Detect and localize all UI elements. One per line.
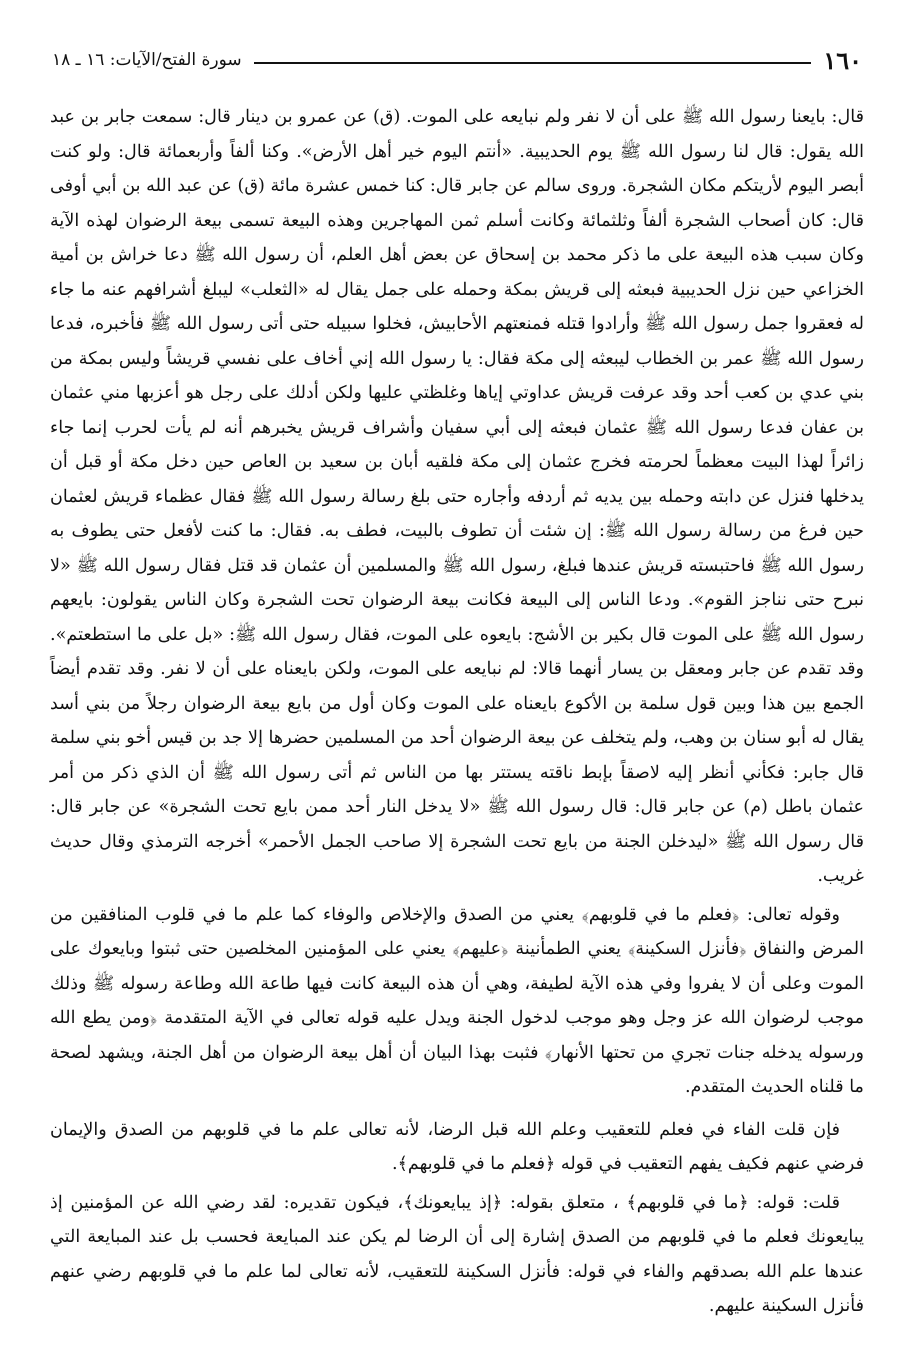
page-header <box>52 40 862 80</box>
paragraph-tafsir: وقوله تعالى: ﴿فعلم ما في قلوبهم﴾ يعني من الصدق والإخلاص والوفاء كما علم ما في قلوب المنافقين من المرض والنفاق ﴿فأنزل السكينة﴾ يعني الطمأنينة ﴿عليهم﴾ يعني على المؤمنين المخلصين حتى ثبتوا وبايعوك على الموت وعلى أن لا يفروا وفي هذه الآية لطيفة، وهي أن هذه البيعة كانت فيها طاعة الله وطاعة رسوله ﷺ وذلك موجب لرضوان الله عز وجل وهو موجب لدخول الجنة ويدل عليه قوله تعالى في الآية المتقدمة ﴿ومن يطع الله ورسوله يدخله جنات تجري من تحتها الأنهار﴾ فثبت بهذا البيان أن أهل بيعة الرضوان من أهل الجنة، ويشهد لصحة ما قلناه الحديث المتقدم. <box>50 904 864 1097</box>
running-title: سورة الفتح/الآيات: ١٦ ـ ١٨ <box>52 50 242 70</box>
body-text <box>50 100 864 1341</box>
paragraph-question: فإن قلت الفاء في فعلم للتعقيب وعلم الله قبل الرضا، لأنه تعالى علم ما في قلوبهم من الصدق والإيمان فرضي عنهم فكيف يفهم التعقيب في قوله ﴿فعلم ما في قلوبهم﴾. <box>50 1119 864 1174</box>
page-number: ١٦٠ <box>823 45 862 75</box>
paragraph-answer: قلت: قوله: ﴿ما في قلوبهم﴾ ، متعلق بقوله: ﴿إذ يبايعونك﴾، فيكون تقديره: لقد رضي الله عن المؤمنين إذ يبايعونك فعلم ما في قلوبهم من الصدق إشارة إلى أن الرضا لم يكن عند المبايعة فحسب بل عند المبايعة التي عندها علم الله بصدقهم والفاء في قوله: فأنزل السكينة للتعقيب، لأنه تعالى لما علم ما في قلوبهم رضي عنهم فأنزل السكينة عليهم. <box>50 1192 864 1316</box>
paragraph-hadith: قال: بايعنا رسول الله ﷺ على أن لا نفر ولم نبايعه على الموت. (ق) عن عمرو بن دينار قال: سمعت جابر بن عبد الله يقول: قال لنا رسول الله ﷺ يوم الحديبية. «أنتم اليوم خير أهل الأرض». وكنا ألفاً وأربعمائة قال: ولو كنت أبصر اليوم لأريتكم مكان الشجرة. وروى سالم عن جابر قال: كنا خمس عشرة مائة (ق) عن عبد الله بن أبي أوفى قال: كان أصحاب الشجرة ألفاً وثلثمائة وكانت أسلم ثمن المهاجرين وهذه البيعة تسمى بيعة الرضوان لهذه الآية وكان سبب هذه البيعة على ما ذكر محمد بن إسحاق عن بعض أهل العلم، أن رسول الله ﷺ دعا خراش بن أمية الخزاعي حين نزل الحديبية فبعثه إلى قريش بمكة وحمله على جمل يقال له «الثعلب» ليبلغ أشرافهم عنه ما جاء له فعقروا جمل رسول الله ﷺ وأرادوا قتله فمنعتهم الأحابيش، فخلوا سبيله حتى أتى رسول الله ﷺ فأخبره، فدعا رسول الله ﷺ عمر بن الخطاب ليبعثه إلى مكة فقال: يا رسول الله إني أخاف على نفسي قريشاً وليس بمكة من بني عدي بن كعب أحد وقد عرفت قريش عداوتي إياها وغلظتي عليها ولكن أدلك على رجل هو أعزبها مني عثمان بن عفان فدعا رسول الله ﷺ عثمان فبعثه إلى أبي سفيان وأشراف قريش يخبرهم أنه لم يأت لحرب إنما جاء زائراً لهذا البيت معظماً لحرمته فخرج عثمان إلى مكة فلقيه أبان بن سعيد بن العاص حين دخل مكة أو قبل أن يدخلها فنزل عن دابته وحمله بين يديه ثم أردفه وأجاره حتى بلغ رسالة رسول الله ﷺ فقال عظماء قريش لعثمان حين فرغ من رسالة رسول الله ﷺ: إن شئت أن تطوف بالبيت، فطف به. فقال: ما كنت لأفعل حتى يطوف به رسول الله ﷺ فاحتبسته قريش عندها فبلغ، رسول الله ﷺ والمسلمين أن عثمان قد قتل فقال رسول الله ﷺ «لا نبرح حتى نناجز القوم». ودعا الناس إلى البيعة فكانت بيعة الرضوان تحت الشجرة وكان الناس يقولون: بايعهم رسول الله ﷺ على الموت قال بكير بن الأشج: بايعوه على الموت، فقال رسول الله ﷺ: «بل على ما استطعتم». وقد تقدم عن جابر ومعقل بن يسار أنهما قالا: لم نبايعه على الموت، ولكن بايعناه على أن لا نفر. وقد تقدم أيضاً الجمع بين هذا وبين قول سلمة بن الأكوع بايعناه على الموت وكان أول من بايع بيعة الرضوان رجلاً من بني أسد يقال له أبو سنان بن وهب، ولم يتخلف عن بيعة الرضوان أحد من المسلمين حضرها إلا جد بن قيس أخو بني سلمة قال جابر: فكأني أنظر إليه لاصقاً بإبط ناقته يستتر بها من الناس ثم أتى رسول الله ﷺ أن الذي ذكر من أمر عثمان باطل (م) عن جابر قال: قال رسول الله ﷺ «لا يدخل النار أحد ممن بايع تحت الشجرة» عن جابر قال: قال رسول الله ﷺ «ليدخلن الجنة من بايع تحت الشجرة إلا صاحب الجمل الأحمر» أخرجه الترمذي وقال حديث غريب. <box>50 107 864 886</box>
header-rule <box>254 62 812 64</box>
